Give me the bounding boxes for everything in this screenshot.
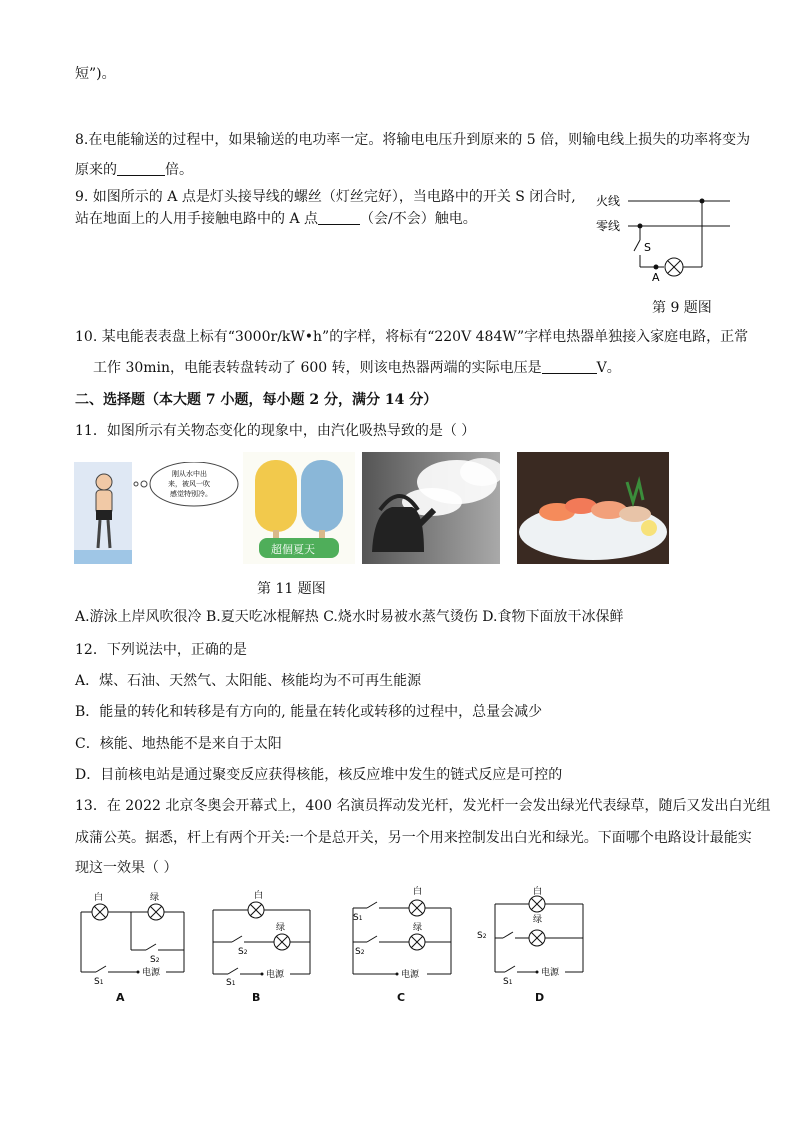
q10-line2-post: V。: [596, 360, 621, 376]
q13-line3: 现这一效果（ ）: [75, 860, 178, 876]
q9-line1: 9. 如图所示的 A 点是灯头接导线的螺丝（灯丝完好），当电路中的开关 S 闭合时,: [75, 189, 576, 205]
q11-options: A.游泳上岸风吹很冷 B.夏天吃冰棍解热 C.烧水时易被水蒸气烫伤 D.食物下面放干冰保鲜: [75, 609, 624, 625]
q13-option-d-label[interactable]: D: [535, 991, 545, 1004]
q9-line2-post: （会/不会）触电。: [360, 211, 477, 227]
q13d-source-label: 电源: [541, 968, 560, 978]
q9-circuit-figure: [590, 185, 740, 285]
q13-circuit-d[interactable]: [475, 884, 590, 986]
q10-line1: 10. 某电能表表盘上标有“3000r/kW•h”的字样，将标有“220V 484W”字样电热器单独接入家庭电路，正常: [75, 329, 749, 345]
q13a-s2-label: S2: [150, 955, 160, 965]
q8-line2-pre: 原来的: [75, 162, 117, 178]
q9-fig-live-label: 火线: [596, 194, 621, 208]
q13-option-b-label[interactable]: B: [252, 991, 261, 1004]
q13b-source-label: 电源: [266, 970, 285, 980]
q13-circuit-c[interactable]: [345, 884, 460, 986]
q13d-white-label: 白: [533, 887, 543, 897]
q13-circuit-a[interactable]: [76, 890, 191, 985]
q8-line2-post: 倍。: [165, 162, 193, 178]
q11-popsicle-text: 超個夏天: [271, 543, 315, 556]
q9-fig-neutral-label: 零线: [596, 219, 621, 233]
q10-line2-pre: 工作 30min，电能表转盘转动了 600 转，则该电热器两端的实际电压是: [93, 360, 542, 376]
q12-option-b[interactable]: B．能量的转化和转移是有方向的, 能量在转化或转移的过程中，总量会减少: [75, 704, 543, 720]
q11-stem: 11．如图所示有关物态变化的现象中，由汽化吸热导致的是（ ）: [75, 423, 476, 439]
q11-bubble-line2: 来，被风一吹: [168, 480, 210, 488]
q11-caption: 第 11 题图: [257, 581, 326, 597]
q13d-green-label: 绿: [533, 915, 543, 925]
q13b-white-label: 白: [254, 891, 264, 901]
q13b-green-label: 绿: [276, 923, 286, 933]
q9-caption: 第 9 题图: [652, 300, 712, 316]
q12-stem: 12．下列说法中，正确的是: [75, 642, 247, 658]
q11-bubble-line3: 感觉特别冷。: [170, 490, 212, 498]
q12-option-d[interactable]: D．目前核电站是通过聚变反应获得核能，核反应堆中发生的链式反应是可控的: [75, 767, 563, 783]
q9-line2: [75, 209, 477, 229]
q13d-s1-label: S1: [503, 977, 513, 986]
q9-answer-blank[interactable]: [318, 210, 360, 225]
q11-picture-b: [243, 452, 355, 564]
q13-circuit-b[interactable]: [210, 888, 315, 986]
q11-bubble-line1: 刚从水中出: [172, 470, 207, 478]
q9-fig-point-label: A: [652, 271, 660, 284]
q13-option-a-label[interactable]: A: [116, 991, 125, 1004]
q13d-s2-label: S2: [477, 931, 487, 941]
q13c-s1-label: S1: [353, 913, 363, 923]
top-fragment: 短”)。: [75, 66, 116, 82]
q8-line2: [75, 160, 193, 180]
q11-picture-a: [74, 462, 242, 564]
q13-option-c-label[interactable]: C: [397, 991, 406, 1004]
q8-answer-blank[interactable]: [117, 161, 165, 176]
q9-line2-pre: 站在地面上的人用手接触电路中的 A 点: [75, 211, 319, 227]
q13a-source-label: 电源: [142, 968, 161, 978]
q13b-s2-label: S2: [238, 947, 248, 957]
q13c-s2-label: S2: [355, 947, 365, 957]
q10-line2: [93, 358, 621, 378]
q9-fig-switch-label: S: [644, 241, 651, 254]
q13-line2: 成蒲公英。据悉，杆上有两个开关:一个是总开关，另一个用来控制发出白光和绿光。下面哪个电路设计最能实: [75, 830, 752, 846]
section-2-heading: 二、选择题（本大题 7 小题，每小题 2 分，满分 14 分）: [75, 392, 438, 408]
q12-option-a[interactable]: A．煤、石油、天然气、太阳能、核能均为不可再生能源: [75, 673, 422, 689]
q10-answer-blank[interactable]: [542, 359, 597, 374]
q13c-white-label: 白: [413, 887, 423, 897]
q13-line1: 13．在 2022 北京冬奥会开幕式上，400 名演员挥动发光杆，发光杆一会发出绿光代表绿草，随后又发出白光组: [75, 798, 771, 814]
q13b-s1-label: S1: [226, 978, 236, 986]
q12-option-c[interactable]: C．核能、地热能不是来自于太阳: [75, 736, 282, 752]
q11-picture-d: [517, 452, 669, 564]
q13c-green-label: 绿: [413, 923, 423, 933]
q13a-white-label: 白: [94, 893, 104, 903]
q13c-source-label: 电源: [401, 970, 420, 980]
q13a-green-label: 绿: [150, 893, 160, 903]
q8-line1: 8.在电能输送的过程中，如果输送的电功率一定。将输电电压升到原来的 5 倍，则输电线上损失的功率将变为: [75, 132, 751, 148]
q11-picture-c: [362, 452, 500, 564]
q13a-s1-label: S1: [94, 977, 104, 985]
